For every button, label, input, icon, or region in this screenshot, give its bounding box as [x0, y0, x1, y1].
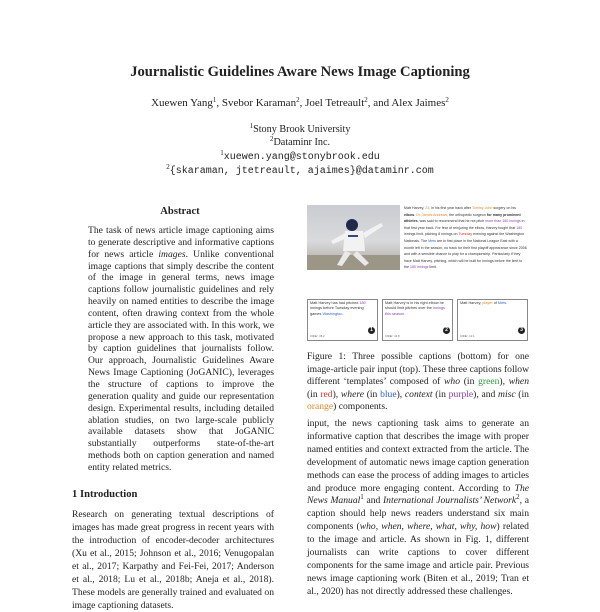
article-text: , was said to recommend that he not pitch [417, 219, 486, 224]
article-misc: Dr. James Andrews [416, 212, 448, 217]
component-when: when [508, 376, 529, 388]
caption-text: . [342, 311, 344, 316]
source-title: International Journalists’ Network [382, 495, 517, 507]
article-text: , in his first year back after [429, 206, 472, 210]
figure-caption-text: (in [460, 376, 479, 388]
author-separator: , and [367, 97, 392, 109]
footnote-mark: 1 [360, 493, 364, 502]
caption-number-badge: 1 [368, 327, 375, 334]
author-affiliation-mark: 2 [445, 96, 449, 104]
email-mark: 2 [166, 163, 170, 171]
paper-title: Journalistic Guidelines Aware News Image Captioning [130, 64, 470, 80]
article-where: Mets [428, 238, 436, 243]
article-when: Tuesday [458, 232, 473, 237]
author-name: Svebor Karaman [221, 97, 297, 109]
article-text: evening against the Washington Nationals. The [404, 232, 525, 243]
author-name: Xuewen Yang [151, 97, 213, 109]
figure-caption-text: ) components. [333, 401, 388, 413]
email-address: {skaraman, jtetreault, ajaimes}@dataminr.com [169, 166, 434, 177]
article-text: elbow [404, 212, 415, 217]
caption-text: . [506, 301, 508, 305]
component-context: context [404, 388, 433, 400]
affiliation-2 [0, 137, 600, 148]
author-separator: , [299, 97, 306, 109]
figure-1-caption [307, 351, 529, 414]
author-name: Alex Jaimes [391, 97, 446, 109]
figure-caption-text: ), and [473, 388, 499, 400]
caption-text: Matt Harvey is in his right elbow [385, 301, 439, 305]
article-text: surgery on his [492, 206, 516, 210]
email-address: xuewen.yang@stonybrook.edu [223, 152, 380, 163]
figure-caption-text: (in [307, 388, 321, 400]
figure-caption-text: ), [332, 388, 341, 400]
figure-caption-text: (in [515, 388, 529, 400]
caption-context: innings this season [385, 306, 445, 316]
email-2 [0, 165, 600, 177]
article-misc: Tommy John [472, 206, 493, 210]
caption-score: CIDEr: 12.1 [460, 333, 475, 338]
color-word-green: green [478, 376, 500, 388]
body-text: ) related to the image and article. As shown in Fig. 1, different journalists can write captions to cover different components for the same image and article pair. Previous news image captioning work (Biten et al., 2019; Tran et al., 2020) has not directly addressed these challenges. [307, 521, 529, 597]
affiliation-mark: 2 [269, 135, 274, 143]
article-text: , the orthopedic surgeon [447, 212, 487, 217]
author-affiliation-mark: 1 [212, 96, 217, 104]
component-misc: misc [498, 388, 516, 400]
caption-text: Matt Harvey has had pitched [310, 301, 360, 305]
right-column-text [307, 418, 529, 599]
author-list [0, 97, 600, 109]
caption-number-badge: 2 [443, 327, 450, 334]
color-word-purple: purple [448, 388, 474, 400]
six-components: who, when, where, what, why, how [359, 521, 497, 533]
abstract-emphasis: images [158, 248, 186, 260]
article-context: 180 [516, 225, 523, 230]
caption-text: innings before Tuesday evening games [310, 306, 364, 316]
figure-caption-text: (in [432, 388, 449, 400]
article-text-sample [404, 205, 528, 287]
affiliation-name: Stony Brook University [253, 124, 351, 135]
author-affiliation-mark: 2 [364, 96, 368, 104]
figure-caption-text: ), [396, 388, 405, 400]
article-context: 180 innings [410, 265, 429, 270]
caption-text: Matt Harvey, [460, 301, 483, 305]
abstract-heading: Abstract [160, 206, 200, 217]
abstract-text-part: The task of news article image captioning aims to generate descriptive and informative captions for news article [88, 225, 274, 260]
body-text: input, the news captioning task aims to generate an informative caption that describes the image with proper named entities and context extracted from the article. The development of automatic news image caption generation methods can ease the process of adding images to articles and produce more engaging content. According to [307, 418, 529, 494]
article-text: in that first year back. For fear of reinjuring the elbow, Harvey fought that [404, 219, 525, 230]
abstract-text-part: . Unlike conventional image captions that simply describe the content of the image in general terms, news image captions follow journalistic guidelines and rely heavily on named entities to describe the image content, often drawing context from the whole article they are associated with. In this work, we propose a new approach to this task, motivated by caption guidelines that journalists follow. Our approach, Journalistic Guidelines Aware News Image Captioning (JoGANIC), leverages the structure of captions to improve the generation quality and guide our representation design. Experimental results, including detailed ablation studies, on two large-scale publicly available datasets show that JoGANIC substantially outperforms state-of-the-art methods both on caption generation and named entity related metrics. [88, 248, 274, 473]
figure-caption-text: Figure 1: Three possible captions (bottom) for one image-article pair input (top). These three captions follow different ‘templates’ composed of [307, 351, 530, 388]
figure-caption-text: (in [364, 388, 381, 400]
author-name: Joel Tetreault [305, 97, 365, 109]
article-text: innings limit, pitching 8 innings on [404, 232, 459, 237]
component-who: who [444, 376, 461, 388]
caption-where: Mets [497, 301, 507, 305]
caption-text: . [404, 311, 406, 316]
email-mark: 1 [220, 149, 224, 157]
caption-number-badge: 3 [518, 327, 525, 334]
caption-score: CIDEr: 41.8 [385, 333, 400, 338]
email-1 [0, 151, 600, 163]
article-text: . [414, 212, 417, 217]
caption-misc: player [482, 301, 493, 305]
body-text: and [363, 495, 383, 507]
author-affiliation-mark: 2 [296, 96, 300, 104]
author-separator: , [216, 97, 222, 109]
color-word-blue: blue [380, 388, 397, 400]
figure-caption-text: ), [499, 376, 509, 388]
caption-option-2 [382, 299, 453, 341]
baseball-pitcher-photo [307, 205, 400, 270]
introduction-text: Research on generating textual descriptions of images has made great progress in recent years with the introduction of encoder-decoder architectures (Xu et al., 2015; Johnson et al., 2016; Venugopalan et al., 2017; Karpathy and Fei-Fei, 2017; Anderson et al., 2018; Lu et al., 2018b; Aneja et al., 2018). These models are generally trained and evaluated on image captioning datasets. [72, 509, 274, 612]
color-word-orange: orange [307, 401, 334, 413]
article-context: more than 180 innings [485, 219, 521, 224]
article-text: for many prominent athletes [404, 212, 521, 224]
affiliation-name: Dataminr Inc. [273, 137, 331, 148]
affiliation-mark: 1 [249, 122, 254, 130]
source-title: The News Manual [307, 482, 529, 507]
article-misc: 23 [425, 206, 430, 210]
caption-text: he should limit pitches over the [385, 301, 444, 311]
caption-option-3 [457, 299, 528, 341]
pitcher-illustration [307, 205, 400, 270]
component-where: where [340, 388, 364, 400]
article-text: Matt Harvey, [404, 206, 426, 210]
article-text: are in first place in the National League East with a month left in the season, no track for their first playoff appearance since 2006 and with a sensible chance to play for a championship. Particularly if they have Matt Harvey, pitching, which will be built for innings before the limit to the [404, 238, 527, 270]
caption-score: CIDEr: 35.2 [310, 333, 325, 338]
caption-text: of [492, 301, 498, 305]
caption-option-1 [307, 299, 378, 341]
footnote-mark: 2 [516, 493, 520, 502]
article-text: limit. [428, 265, 437, 270]
affiliation-1 [0, 124, 600, 135]
color-word-red: red [320, 388, 333, 400]
caption-where: Washington [322, 311, 343, 316]
section-heading-introduction: 1 Introduction [72, 489, 138, 500]
abstract-text [88, 225, 274, 474]
body-text: , a caption should help news readers understand six main components ( [307, 495, 529, 533]
caption-context: 180 [359, 301, 366, 305]
